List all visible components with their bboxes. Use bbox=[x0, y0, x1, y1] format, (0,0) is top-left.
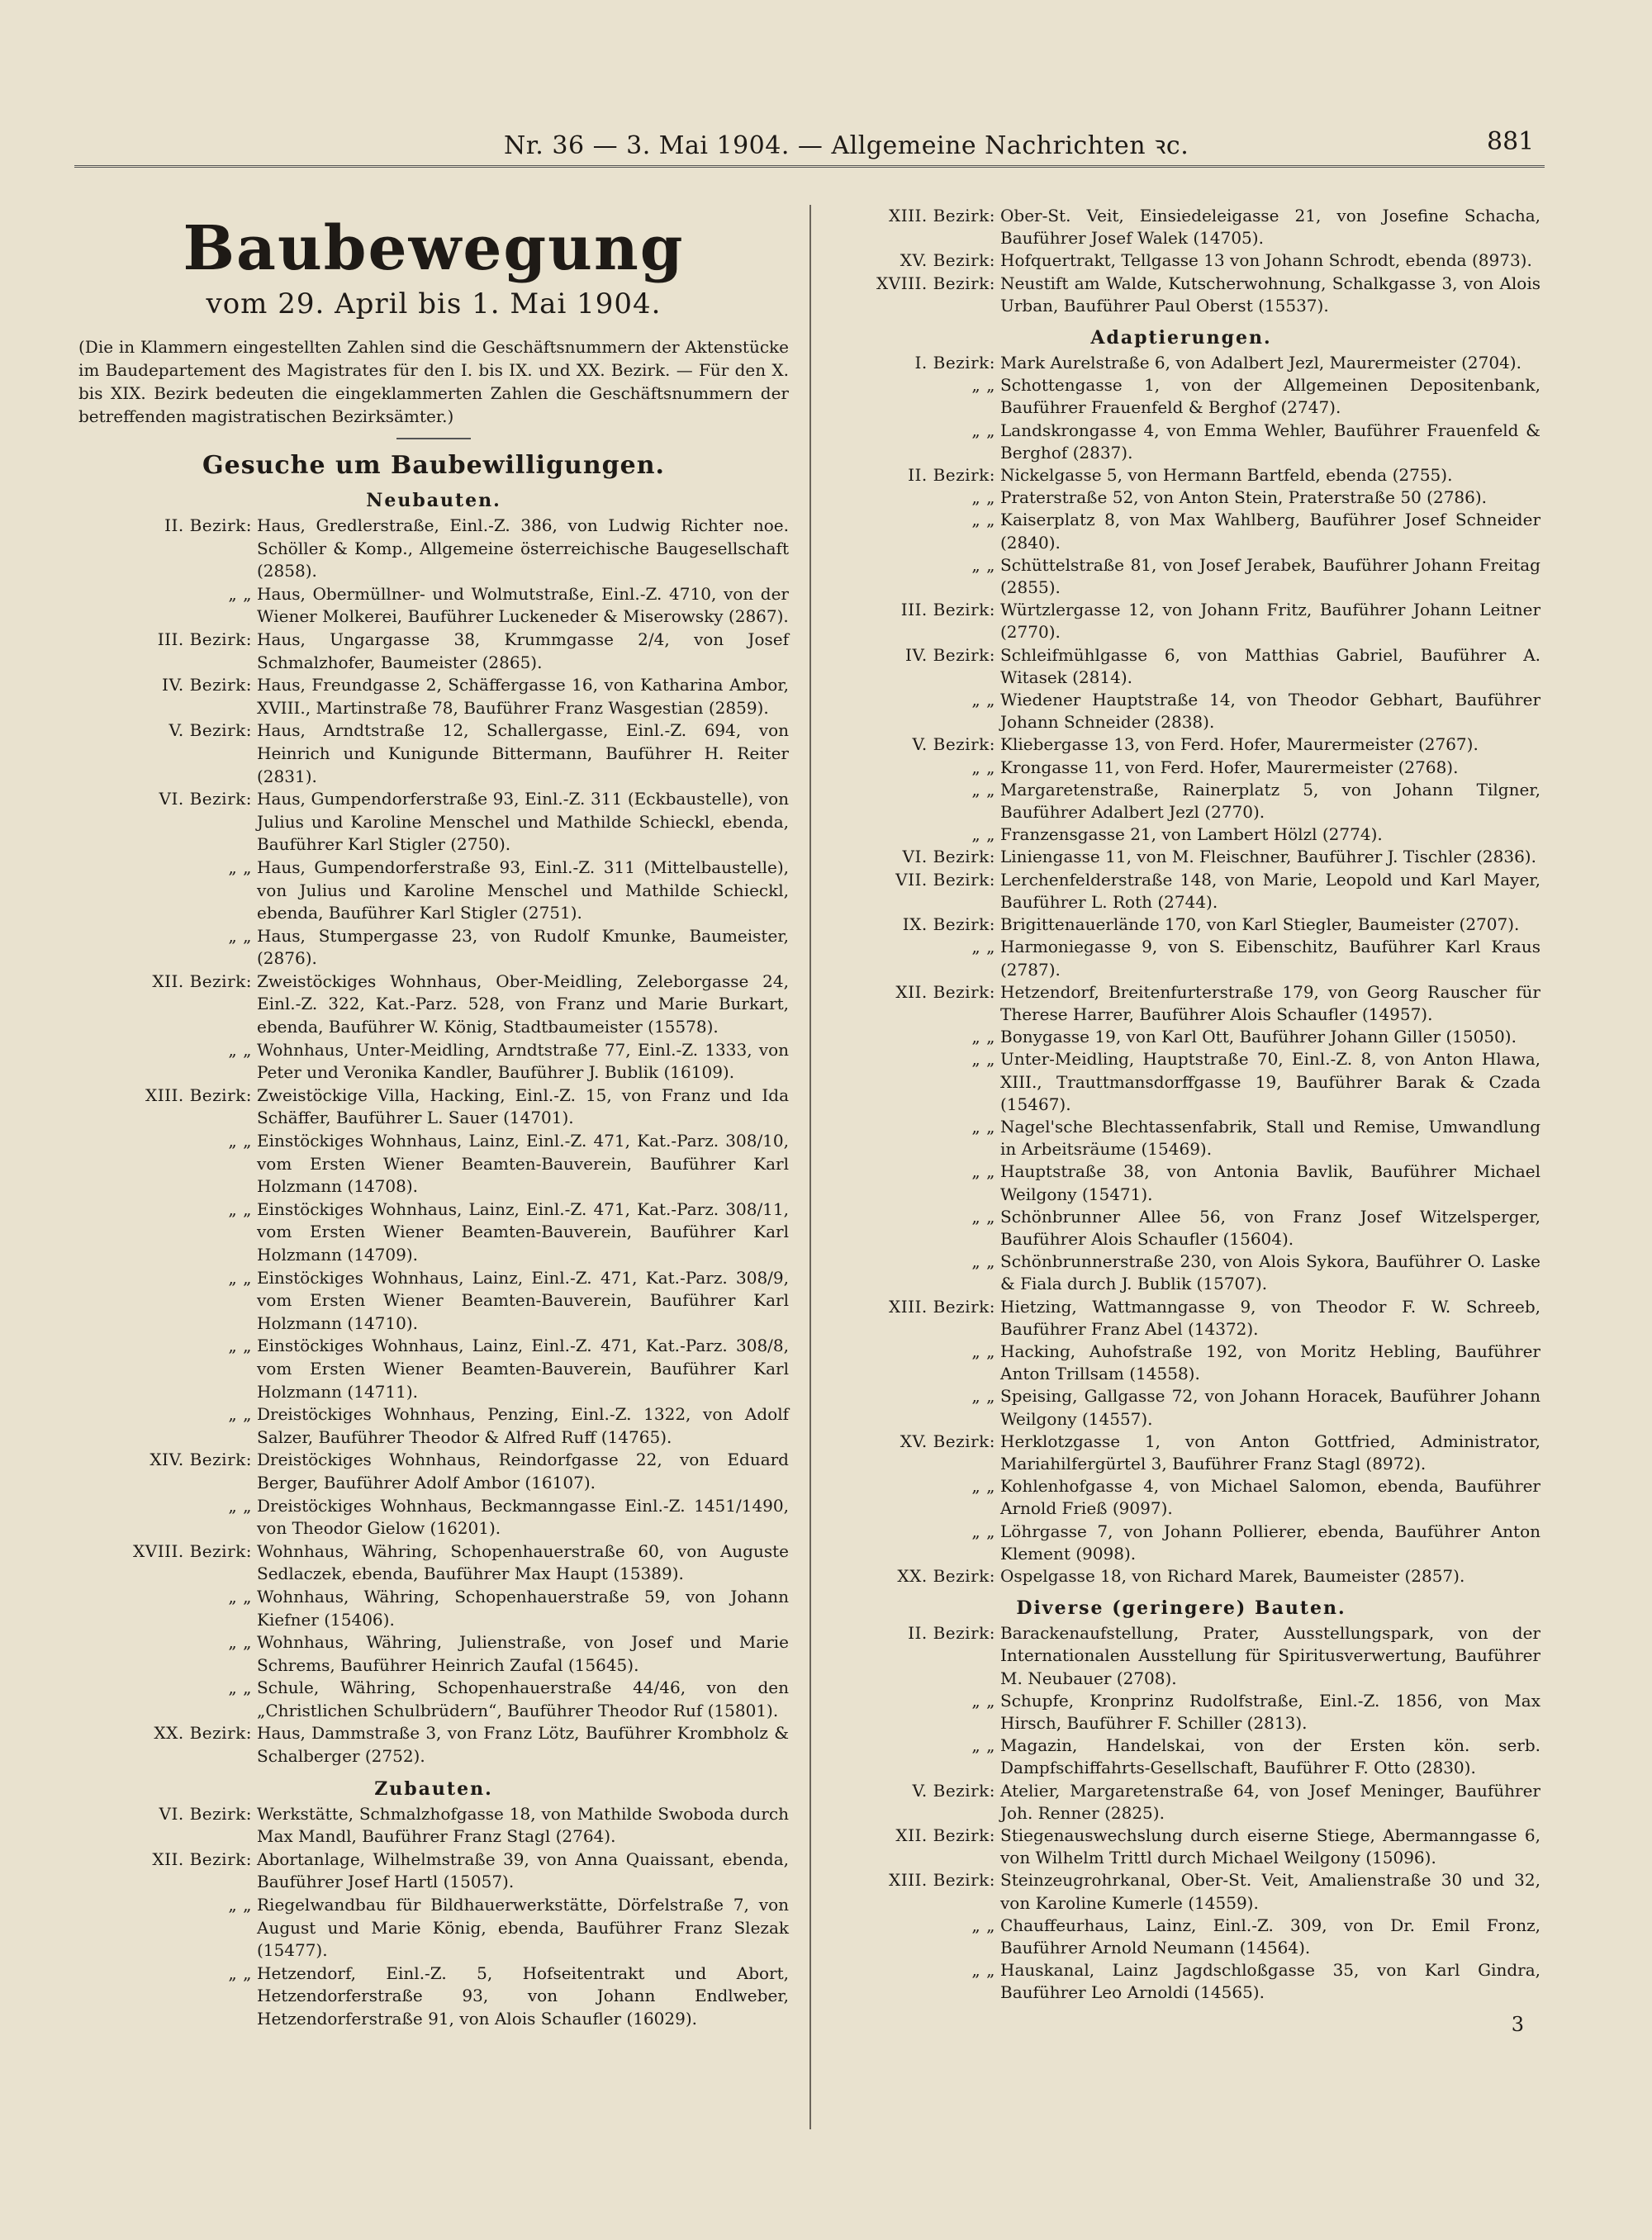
header-rule bbox=[74, 165, 1545, 168]
list-item bbox=[822, 486, 1540, 509]
entry-text: Ospelgasse 18, von Richard Marek, Baumeister (2857). bbox=[1000, 1565, 1465, 1586]
list-item bbox=[78, 515, 789, 583]
list-item bbox=[822, 1690, 1540, 1735]
district-label: XVIII. Bezirk: bbox=[876, 273, 995, 293]
entry-text: Harmoniegasse 9, von S. Eibenschitz, Bauführer Karl Kraus (2787). bbox=[1000, 937, 1540, 980]
district-label: XII. Bezirk: bbox=[152, 1848, 252, 1869]
entry-text: Abortanlage, Wilhelmstraße 39, von Anna Quaissant, ebenda, Bauführer Josef Hartl (15057). bbox=[257, 1848, 789, 1892]
district-label: XX. Bezirk: bbox=[897, 1565, 995, 1586]
district-label: „ „ bbox=[971, 1027, 995, 1047]
entry-text: Wohnhaus, Währing, Schopenhauerstraße 59, von Johann Kiefner (15406). bbox=[257, 1586, 789, 1630]
district-label: XII. Bezirk: bbox=[895, 981, 995, 1002]
entry-text: Bonygasse 19, von Karl Ott, Bauführer Johann Giller (15050). bbox=[1000, 1027, 1517, 1047]
list-item bbox=[78, 1198, 789, 1267]
district-label: „ „ bbox=[971, 1476, 995, 1497]
entry-text: Franzensgasse 21, von Lambert Hölzl (2774). bbox=[1000, 824, 1383, 845]
entry-text: Krongasse 11, von Ferd. Hofer, Maurermeister (2768). bbox=[1000, 757, 1459, 777]
district-label: „ „ bbox=[971, 937, 995, 957]
list-item bbox=[822, 981, 1540, 1026]
intro-note: (Die in Klammern eingestellten Zahlen sind die Geschäftsnummern der Aktenstücke im Baudepartement des Magistrates für den I. bis IX. und XX. Bezirk. — Für den X. bis XIX. Bezirk bedeuten die eingeklammerten Zahlen die Geschäftsnummern der betreffenden magistratischen Bezirksämter.) bbox=[78, 337, 789, 426]
list-item bbox=[822, 1869, 1540, 1914]
district-label: V. Bezirk: bbox=[912, 734, 995, 755]
district-label: „ „ bbox=[228, 1404, 252, 1425]
page-header bbox=[0, 124, 1652, 165]
list-item bbox=[78, 1084, 789, 1130]
entry-text: Schönbrunner Allee 56, von Franz Josef Witzelsperger, Bauführer Alois Schaufler (15604). bbox=[1000, 1206, 1540, 1249]
district-label: „ „ bbox=[971, 1341, 995, 1361]
district-label: „ „ bbox=[971, 1386, 995, 1407]
list-item bbox=[78, 1677, 789, 1722]
list-item bbox=[822, 1915, 1540, 1959]
list-item bbox=[822, 599, 1540, 643]
district-label: III. Bezirk: bbox=[900, 600, 995, 620]
list-item bbox=[822, 1341, 1540, 1385]
district-label: III. Bezirk: bbox=[157, 629, 252, 649]
entry-text: Haus, Gumpendorferstraße 93, Einl.-Z. 311 (Eckbaustelle), von Julius und Karoline Menschel und Mathilde Schieckl, ebenda, Bauführer Karl Stigler (2750). bbox=[257, 789, 789, 855]
entry-text: Lerchenfelderstraße 148, von Marie, Leopold und Karl Mayer, Bauführer L. Roth (2744). bbox=[1000, 869, 1540, 912]
district-label: „ „ bbox=[228, 1039, 252, 1060]
entry-text: Hauptstraße 38, von Antonia Bavlik, Bauführer Michael Weilgony (15471). bbox=[1000, 1161, 1540, 1204]
entry-text: Kohlenhofgasse 4, von Michael Salomon, ebenda, Bauführer Arnold Frieß (9097). bbox=[1000, 1476, 1540, 1519]
entry-text: Hetzendorf, Breitenfurterstraße 179, von Georg Rauscher für Therese Harrer, Bauführer Alois Schaufler (14957). bbox=[1000, 981, 1540, 1024]
list-item bbox=[78, 857, 789, 925]
list-item bbox=[822, 509, 1540, 553]
list-item bbox=[822, 554, 1540, 599]
entry-text: Hietzing, Wattmanngasse 9, von Theodor F. W. Schreeb, Bauführer Franz Abel (14372). bbox=[1000, 1296, 1540, 1339]
district-label: „ „ bbox=[228, 1267, 252, 1288]
district-label: „ „ bbox=[971, 554, 995, 575]
list-item bbox=[78, 1894, 789, 1962]
district-label: „ „ bbox=[228, 1632, 252, 1653]
neubauten-list bbox=[78, 515, 789, 1768]
list-item bbox=[78, 1495, 789, 1540]
entry-text: Nickelgasse 5, von Hermann Bartfeld, ebenda (2755). bbox=[1000, 465, 1453, 486]
list-item bbox=[822, 1116, 1540, 1160]
list-item bbox=[822, 1431, 1540, 1475]
district-label: „ „ bbox=[971, 690, 995, 710]
entry-text: Magazin, Handelskai, von der Ersten kön. serb. Dampfschiffahrts-Gesellschaft, Bauführer F. Otto (2830). bbox=[1000, 1735, 1540, 1778]
list-item bbox=[78, 719, 789, 788]
entry-text: Unter-Meidling, Hauptstraße 70, Einl.-Z. 8, von Anton Hlawa, XIII., Trauttmansdorffgasse 19, Bauführer Barak & Czada (15467). bbox=[1000, 1049, 1540, 1114]
list-item bbox=[822, 757, 1540, 779]
article-date: vom 29. April bis 1. Mai 1904. bbox=[206, 287, 662, 320]
entry-text: Haus, Stumpergasse 23, von Rudolf Kmunke, Baumeister, (2876). bbox=[257, 925, 789, 969]
district-label: II. Bezirk: bbox=[908, 1623, 995, 1644]
district-label: XIII. Bezirk: bbox=[888, 1296, 995, 1317]
zubauten-list bbox=[78, 1803, 789, 2031]
list-item bbox=[822, 936, 1540, 980]
adaptierungen-list bbox=[822, 352, 1540, 1587]
district-label: „ „ bbox=[971, 1161, 995, 1182]
entry-text: Chauffeurhaus, Lainz, Einl.-Z. 309, von Dr. Emil Fronz, Bauführer Arnold Neumann (14564). bbox=[1000, 1915, 1540, 1958]
list-item bbox=[78, 1267, 789, 1336]
entry-text: Nagel'sche Blechtassenfabrik, Stall und Remise, Umwandlung in Arbeitsräume (15469). bbox=[1000, 1116, 1540, 1160]
entry-text: Einstöckiges Wohnhaus, Lainz, Einl.-Z. 471, Kat.-Parz. 308/11, vom Ersten Wiener Beamten-Bauverein, Bauführer Karl Holzmann (14709). bbox=[257, 1198, 789, 1265]
list-item bbox=[822, 914, 1540, 936]
header-title: Nr. 36 — 3. Mai 1904. — Allgemeine Nachrichten ꝛc. bbox=[504, 131, 1189, 160]
section-heading: Gesuche um Baubewilligungen. bbox=[202, 451, 666, 480]
district-label: „ „ bbox=[971, 1116, 995, 1137]
entry-text: Dreistöckiges Wohnhaus, Beckmanngasse Einl.-Z. 1451/1490, von Theodor Gielow (16201). bbox=[257, 1495, 789, 1539]
column-divider bbox=[809, 205, 811, 2129]
district-label: V. Bezirk: bbox=[169, 720, 252, 741]
list-item bbox=[822, 205, 1540, 249]
entry-text: Haus, Dammstraße 3, von Franz Lötz, Bauführer Krombholz & Schalberger (2752). bbox=[257, 1723, 789, 1767]
list-item bbox=[78, 788, 789, 857]
list-item bbox=[822, 374, 1540, 419]
list-item bbox=[822, 1825, 1540, 1869]
district-label: I. Bezirk: bbox=[914, 353, 995, 373]
entry-text: Kaiserplatz 8, von Max Wahlberg, Bauführer Josef Schneider (2840). bbox=[1000, 510, 1540, 553]
district-label: II. Bezirk: bbox=[908, 465, 995, 486]
district-label: XII. Bezirk: bbox=[895, 1825, 995, 1846]
list-item bbox=[822, 1206, 1540, 1251]
entry-text: Ober-St. Veit, Einsiedeleigasse 21, von Josefine Schacha, Bauführer Josef Walek (14705). bbox=[1000, 206, 1540, 249]
list-item bbox=[78, 674, 789, 719]
list-item bbox=[78, 1039, 789, 1084]
list-item bbox=[78, 1848, 789, 1894]
district-label: XIII. Bezirk: bbox=[888, 1870, 995, 1891]
list-item bbox=[78, 1962, 789, 2031]
district-label: „ „ bbox=[971, 375, 995, 396]
district-label: „ „ bbox=[971, 1915, 995, 1935]
district-label: XIII. Bezirk: bbox=[145, 1084, 252, 1105]
entry-text: Neustift am Walde, Kutscherwohnung, Schalkgasse 3, von Alois Urban, Bauführer Paul Oberst (15537). bbox=[1000, 273, 1540, 316]
entry-text: Herklotzgasse 1, von Anton Gottfried, Administrator, Mariahilfergürtel 3, Bauführer Franz Stagl (8972). bbox=[1000, 1431, 1540, 1474]
entry-text: Haus, Obermüllner- und Wolmutstraße, Einl.-Z. 4710, von der Wiener Molkerei, Bauführer Luckeneder & Miserowsky (2867). bbox=[257, 583, 789, 627]
continued-list bbox=[822, 205, 1540, 317]
entry-text: Zweistöckige Villa, Hacking, Einl.-Z. 15, von Franz und Ida Schäffer, Bauführer L. Sauer (14701). bbox=[257, 1084, 789, 1128]
district-label: „ „ bbox=[971, 1049, 995, 1070]
district-label: „ „ bbox=[971, 510, 995, 530]
district-label: „ „ bbox=[971, 1960, 995, 1981]
list-item bbox=[822, 1735, 1540, 1779]
list-item bbox=[78, 1403, 789, 1449]
diverse-list bbox=[822, 1622, 1540, 2004]
diverse-heading: Diverse (geringere) Bauten. bbox=[1016, 1597, 1346, 1620]
district-label: XV. Bezirk: bbox=[900, 250, 995, 271]
entry-text: Dreistöckiges Wohnhaus, Penzing, Einl.-Z. 1322, von Adolf Salzer, Bauführer Theodor & Alfred Ruff (14765). bbox=[257, 1404, 789, 1447]
short-rule bbox=[396, 438, 471, 439]
district-label: VI. Bezirk: bbox=[902, 847, 995, 867]
list-item bbox=[822, 420, 1540, 464]
entry-text: Landskrongasse 4, von Emma Wehler, Bauführer Frauenfeld & Berghof (2837). bbox=[1000, 420, 1540, 463]
district-label: „ „ bbox=[228, 925, 252, 946]
district-label: VI. Bezirk: bbox=[159, 1803, 252, 1824]
list-item bbox=[822, 1026, 1540, 1048]
entry-text: Riegelwandbau für Bildhauerwerkstätte, Dörfelstraße 7, von August und Marie König, ebenda, Bauführer Franz Slezak (15477). bbox=[257, 1895, 789, 1961]
list-item bbox=[822, 1565, 1540, 1587]
list-item bbox=[78, 1631, 789, 1677]
list-item bbox=[822, 846, 1540, 868]
district-label: „ „ bbox=[971, 1735, 995, 1756]
district-label: VI. Bezirk: bbox=[159, 789, 252, 809]
district-label: VII. Bezirk: bbox=[895, 869, 995, 890]
district-label: „ „ bbox=[971, 487, 995, 508]
neubauten-heading: Neubauten. bbox=[366, 490, 501, 511]
entry-text: Schule, Währing, Schopenhauerstraße 44/46, von den „Christlichen Schulbrüdern“, Bauführer Theodor Ruf (15801). bbox=[257, 1678, 789, 1720]
list-item bbox=[78, 925, 789, 971]
district-label: „ „ bbox=[971, 1206, 995, 1227]
district-label: „ „ bbox=[228, 1962, 252, 1983]
entry-text: Wohnhaus, Währing, Julienstraße, von Josef und Marie Schrems, Bauführer Heinrich Zaufal (15645). bbox=[257, 1632, 789, 1675]
list-item bbox=[822, 1385, 1540, 1430]
entry-text: Haus, Ungargasse 38, Krummgasse 2/4, von Josef Schmalzhofer, Baumeister (2865). bbox=[257, 629, 789, 672]
district-label: „ „ bbox=[228, 1678, 252, 1698]
entry-text: Liniengasse 11, von M. Fleischner, Bauführer J. Tischler (2836). bbox=[1000, 847, 1536, 867]
district-label: II. Bezirk: bbox=[164, 515, 252, 535]
list-item bbox=[822, 1475, 1540, 1520]
entry-text: Schupfe, Kronprinz Rudolfstraße, Einl.-Z. 1856, von Max Hirsch, Bauführer F. Schiller (2813). bbox=[1000, 1690, 1540, 1733]
entry-text: Werkstätte, Schmalzhofgasse 18, von Mathilde Swoboda durch Max Mandl, Bauführer Franz Stagl (2764). bbox=[257, 1803, 789, 1847]
entry-text: Steinzeugrohrkanal, Ober-St. Veit, Amalienstraße 30 und 32, von Karoline Kumerle (14559). bbox=[1000, 1870, 1540, 1913]
entry-text: Kliebergasse 13, von Ferd. Hofer, Maurermeister (2767). bbox=[1000, 734, 1479, 755]
entry-text: Praterstraße 52, von Anton Stein, Praterstraße 50 (2786). bbox=[1000, 487, 1488, 508]
entry-text: Hauskanal, Lainz Jagdschloßgasse 35, von Karl Gindra, Bauführer Leo Arnoldi (14565). bbox=[1000, 1960, 1540, 2003]
entry-text: Haus, Freundgasse 2, Schäffergasse 16, von Katharina Ambor, XVIII., Martinstraße 78, Bauführer Franz Wasgestian (2859). bbox=[257, 675, 789, 718]
district-label: „ „ bbox=[971, 757, 995, 777]
entry-text: Löhrgasse 7, von Johann Pollierer, ebenda, Bauführer Anton Klement (9098). bbox=[1000, 1521, 1540, 1564]
district-label: XVIII. Bezirk: bbox=[133, 1540, 252, 1561]
left-column bbox=[78, 205, 789, 2031]
entry-text: Würtzlergasse 12, von Johann Fritz, Bauführer Johann Leitner (2770). bbox=[1000, 600, 1540, 643]
district-label: „ „ bbox=[971, 824, 995, 845]
district-label: „ „ bbox=[228, 1586, 252, 1606]
list-item bbox=[822, 1160, 1540, 1205]
entry-text: Wiedener Hauptstraße 14, von Theodor Gebhart, Bauführer Johann Schneider (2838). bbox=[1000, 690, 1540, 733]
district-label: „ „ bbox=[228, 583, 252, 604]
district-label: „ „ bbox=[228, 1495, 252, 1516]
district-label: IX. Bezirk: bbox=[902, 914, 995, 935]
list-item bbox=[822, 1959, 1540, 2004]
article-title: Baubewegung bbox=[183, 213, 685, 284]
district-label: „ „ bbox=[971, 1690, 995, 1711]
district-label: IV. Bezirk: bbox=[162, 675, 252, 695]
entry-text: Wohnhaus, Währing, Schopenhauerstraße 60, von Auguste Sedlaczek, ebenda, Bauführer Max Haupt (15389). bbox=[257, 1540, 789, 1584]
district-label: XX. Bezirk: bbox=[154, 1723, 252, 1744]
entry-text: Stiegenauswechslung durch eiserne Stiege, Abermanngasse 6, von Wilhelm Trittl durch Michael Weilgony (15096). bbox=[1000, 1825, 1540, 1868]
district-label: „ „ bbox=[971, 1251, 995, 1272]
list-item bbox=[78, 1449, 789, 1494]
list-item bbox=[78, 1722, 789, 1768]
list-item bbox=[78, 1335, 789, 1403]
adaptierungen-heading: Adaptierungen. bbox=[1090, 327, 1272, 349]
entry-text: Zweistöckiges Wohnhaus, Ober-Meidling, Zeleborgasse 24, Einl.-Z. 322, Kat.-Parz. 528, von Franz und Marie Burkart, ebenda, Bauführer W. König, Stadtbaumeister (15578). bbox=[257, 971, 789, 1037]
list-item bbox=[822, 1521, 1540, 1565]
entry-text: Schüttelstraße 81, von Josef Jerabek, Bauführer Johann Freitag (2855). bbox=[1000, 554, 1540, 598]
zubauten-heading: Zubauten. bbox=[374, 1777, 493, 1800]
list-item bbox=[78, 583, 789, 629]
list-item bbox=[822, 464, 1540, 486]
entry-text: Barackenaufstellung, Prater, Ausstellungspark, von der Internationalen Ausstellung für Spiritusverwertung, Bauführer M. Neubauer (2708). bbox=[1000, 1623, 1540, 1688]
district-label: „ „ bbox=[228, 1131, 252, 1151]
entry-text: Hofquertrakt, Tellgasse 13 von Johann Schrodt, ebenda (8973). bbox=[1000, 250, 1532, 271]
entry-text: Speising, Gallgasse 72, von Johann Horacek, Bauführer Johann Weilgony (14557). bbox=[1000, 1386, 1540, 1429]
list-item bbox=[822, 689, 1540, 733]
entry-text: Brigittenauerlände 170, von Karl Stiegler, Baumeister (2707). bbox=[1000, 914, 1520, 935]
district-label: „ „ bbox=[971, 1521, 995, 1541]
list-item bbox=[78, 1130, 789, 1198]
list-item bbox=[78, 1803, 789, 1848]
list-item bbox=[822, 779, 1540, 823]
entry-text: Einstöckiges Wohnhaus, Lainz, Einl.-Z. 471, Kat.-Parz. 308/9, vom Ersten Wiener Beamten-Bauverein, Bauführer Karl Holzmann (14710). bbox=[257, 1267, 789, 1333]
district-label: IV. Bezirk: bbox=[905, 644, 995, 665]
entry-text: Wohnhaus, Unter-Meidling, Arndtstraße 77, Einl.-Z. 1333, von Peter und Veronika Kandler, Bauführer J. Bublik (16109). bbox=[257, 1039, 789, 1083]
list-item bbox=[822, 1296, 1540, 1341]
district-label: XII. Bezirk: bbox=[152, 971, 252, 991]
list-item bbox=[78, 629, 789, 674]
district-label: „ „ bbox=[228, 1895, 252, 1915]
district-label: „ „ bbox=[228, 1336, 252, 1356]
entry-text: Dreistöckiges Wohnhaus, Reindorfgasse 22, von Eduard Berger, Bauführer Adolf Ambor (16107). bbox=[257, 1450, 789, 1493]
footer-number: 3 bbox=[1511, 2012, 1524, 2036]
entry-text: Schleifmühlgasse 6, von Matthias Gabriel, Bauführer A. Witasek (2814). bbox=[1000, 644, 1540, 687]
list-item bbox=[78, 1540, 789, 1586]
district-label: XV. Bezirk: bbox=[900, 1431, 995, 1451]
page-number: 881 bbox=[1487, 127, 1535, 156]
list-item bbox=[78, 1586, 789, 1631]
district-label: XIII. Bezirk: bbox=[888, 206, 995, 225]
entry-text: Einstöckiges Wohnhaus, Lainz, Einl.-Z. 471, Kat.-Parz. 308/8, vom Ersten Wiener Beamten-Bauverein, Bauführer Karl Holzmann (14711). bbox=[257, 1336, 789, 1402]
list-item bbox=[822, 733, 1540, 756]
list-item bbox=[822, 273, 1540, 317]
list-item bbox=[822, 1251, 1540, 1295]
entry-text: Margaretenstraße, Rainerplatz 5, von Johann Tilgner, Bauführer Adalbert Jezl (2770). bbox=[1000, 779, 1540, 823]
district-label: „ „ bbox=[228, 1198, 252, 1219]
district-label: „ „ bbox=[228, 857, 252, 877]
right-column bbox=[822, 205, 1540, 2036]
district-label: V. Bezirk: bbox=[912, 1780, 995, 1801]
entry-text: Mark Aurelstraße 6, von Adalbert Jezl, Maurermeister (2704). bbox=[1000, 353, 1521, 373]
list-item bbox=[822, 352, 1540, 374]
district-label: „ „ bbox=[971, 779, 995, 800]
district-label: XIV. Bezirk: bbox=[150, 1450, 252, 1470]
entry-text: Haus, Gumpendorferstraße 93, Einl.-Z. 311 (Mittelbaustelle), von Julius und Karoline Menschel und Mathilde Schieckl, ebenda, Bauführer Karl Stigler (2751). bbox=[257, 857, 789, 923]
entry-text: Haus, Gredlerstraße, Einl.-Z. 386, von Ludwig Richter noe. Schöller & Komp., Allgemeine österreichische Baugesellschaft (2858). bbox=[257, 515, 789, 581]
entry-text: Schottengasse 1, von der Allgemeinen Depositenbank, Bauführer Frauenfeld & Berghof (2747). bbox=[1000, 375, 1540, 418]
entry-text: Hetzendorf, Einl.-Z. 5, Hofseitentrakt und Abort, Hetzendorferstraße 93, von Johann Endlweber, Hetzendorferstraße 91, von Alois Schaufler (16029). bbox=[257, 1962, 789, 2029]
list-item bbox=[822, 1048, 1540, 1116]
district-label: „ „ bbox=[971, 420, 995, 440]
entry-text: Schönbrunnerstraße 230, von Alois Sykora, Bauführer O. Laske & Fiala durch J. Bublik (15707). bbox=[1000, 1251, 1540, 1294]
list-item bbox=[822, 869, 1540, 914]
list-item bbox=[822, 249, 1540, 272]
entry-text: Haus, Arndtstraße 12, Schallergasse, Einl.-Z. 694, von Heinrich und Kunigunde Bittermann, Bauführer H. Reiter (2831). bbox=[257, 720, 789, 786]
entry-text: Atelier, Margaretenstraße 64, von Josef Meninger, Bauführer Joh. Renner (2825). bbox=[1000, 1780, 1540, 1823]
list-item bbox=[822, 823, 1540, 846]
list-item bbox=[822, 1622, 1540, 1690]
list-item bbox=[822, 644, 1540, 689]
entry-text: Hacking, Auhofstraße 192, von Moritz Hebling, Bauführer Anton Trillsam (14558). bbox=[1000, 1341, 1540, 1384]
entry-text: Einstöckiges Wohnhaus, Lainz, Einl.-Z. 471, Kat.-Parz. 308/10, vom Ersten Wiener Beamten-Bauverein, Bauführer Karl Holzmann (14708). bbox=[257, 1131, 789, 1197]
list-item bbox=[78, 971, 789, 1039]
list-item bbox=[822, 1780, 1540, 1825]
